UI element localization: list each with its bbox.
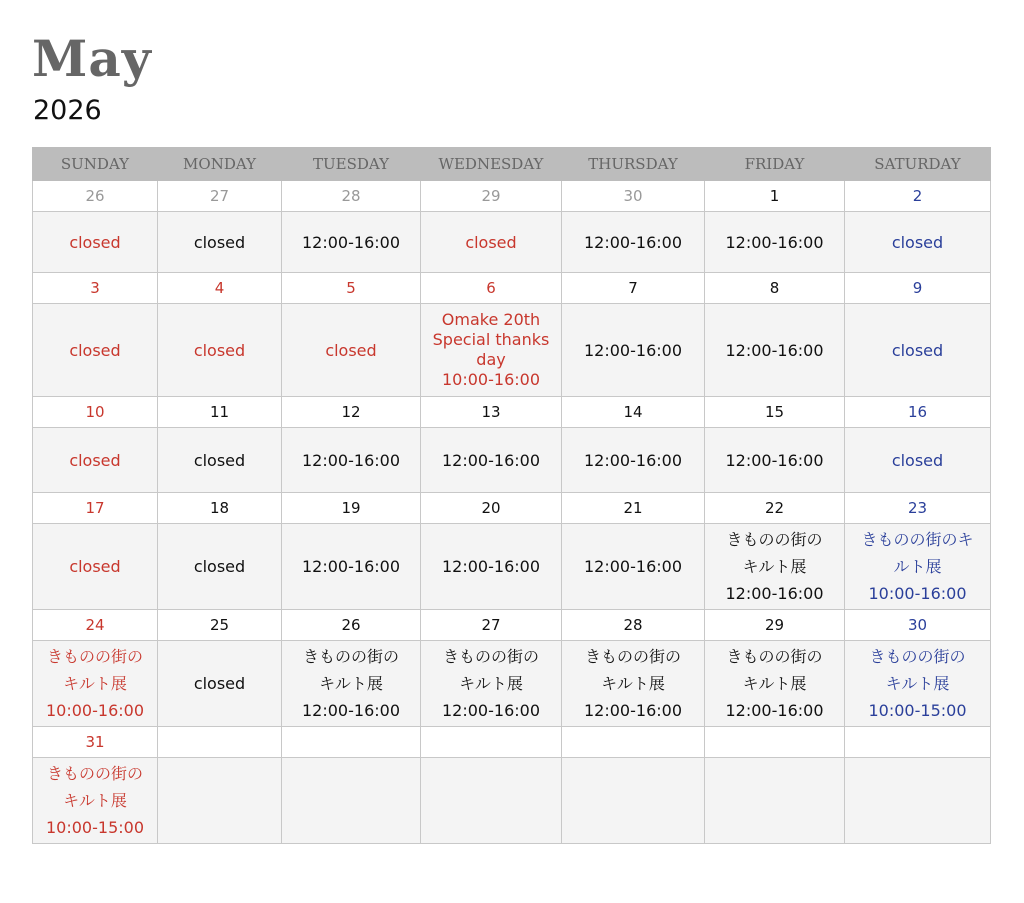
day-schedule	[158, 641, 282, 727]
schedule-line: 12:00-16:00	[725, 584, 824, 603]
day-number: 15	[705, 397, 845, 428]
schedule-line: きものの街の	[584, 647, 681, 666]
day-number	[705, 727, 845, 758]
weekday-friday: FRIDAY	[705, 148, 845, 181]
schedule-line: きものの街の	[46, 647, 143, 666]
day-number: 5	[282, 273, 421, 304]
week-2-date-row	[33, 273, 991, 304]
day-number: 26	[282, 610, 421, 641]
day-schedule	[421, 304, 562, 397]
day-number	[845, 727, 991, 758]
day-schedule	[158, 758, 282, 844]
schedule-line: 10:00-16:00	[46, 701, 144, 720]
schedule-line: 10:00-15:00	[46, 818, 144, 837]
day-number: 7	[562, 273, 705, 304]
day-schedule	[845, 212, 991, 273]
schedule-line: 12:00-16:00	[302, 232, 400, 252]
week-3-date-row	[33, 397, 991, 428]
schedule-line: キルト展	[63, 791, 127, 810]
schedule-line: 12:00-16:00	[725, 450, 824, 470]
schedule-line: きものの街の	[726, 647, 823, 666]
schedule-line: きものの街の	[302, 647, 399, 666]
schedule-line: closed	[69, 557, 121, 576]
day-number: 28	[562, 610, 705, 641]
day-number: 6	[421, 273, 562, 304]
schedule-line: ルト展	[893, 557, 942, 576]
day-schedule	[562, 304, 705, 397]
day-schedule	[33, 641, 158, 727]
schedule-line: キルト展	[63, 674, 127, 693]
day-schedule	[158, 524, 282, 610]
day-number: 17	[33, 493, 158, 524]
day-number: 21	[562, 493, 705, 524]
weekday-saturday: SATURDAY	[845, 148, 991, 181]
day-schedule	[282, 212, 421, 273]
schedule-line: 12:00-16:00	[584, 701, 682, 720]
day-schedule	[845, 304, 991, 397]
schedule-line: closed	[193, 557, 246, 576]
day-schedule	[421, 641, 562, 727]
day-number: 13	[421, 397, 562, 428]
schedule-line: 10:00-16:00	[442, 370, 540, 389]
day-number: 25	[158, 610, 282, 641]
schedule-line: Special thanks	[432, 330, 550, 349]
week-3-info-row	[33, 428, 991, 493]
day-schedule	[845, 428, 991, 493]
schedule-line: closed	[69, 232, 121, 252]
day-number: 14	[562, 397, 705, 428]
schedule-line: 12:00-16:00	[442, 450, 540, 470]
week-2-info-row	[33, 304, 991, 397]
weekday-tuesday: TUESDAY	[282, 148, 421, 181]
schedule-line: closed	[891, 340, 944, 360]
day-number: 29	[705, 610, 845, 641]
schedule-line: day	[476, 350, 506, 369]
schedule-line: closed	[465, 232, 517, 252]
schedule-line: Omake 20th	[441, 310, 541, 329]
day-schedule	[562, 524, 705, 610]
day-schedule	[845, 758, 991, 844]
year-title: 2026	[33, 95, 102, 126]
week-5-info-row	[33, 641, 991, 727]
day-number: 29	[421, 181, 562, 212]
schedule-line: キルト展	[601, 674, 665, 693]
day-schedule	[158, 428, 282, 493]
day-schedule	[421, 758, 562, 844]
schedule-line: 12:00-16:00	[584, 232, 682, 252]
day-schedule	[421, 428, 562, 493]
month-title: May	[32, 29, 152, 88]
day-schedule	[282, 641, 421, 727]
day-schedule	[705, 758, 845, 844]
day-schedule	[282, 524, 421, 610]
schedule-line: キルト展	[742, 557, 807, 576]
weekday-header-row	[33, 148, 991, 181]
schedule-line: きものの街の	[726, 530, 823, 549]
schedule-line: キルト展	[459, 674, 523, 693]
day-number: 10	[33, 397, 158, 428]
schedule-line: キルト展	[742, 674, 807, 693]
day-number: 11	[158, 397, 282, 428]
day-number: 22	[705, 493, 845, 524]
schedule-line: closed	[193, 674, 246, 693]
schedule-line: 12:00-16:00	[442, 557, 540, 576]
weekday-thursday: THURSDAY	[562, 148, 705, 181]
day-schedule	[33, 212, 158, 273]
schedule-line: closed	[193, 450, 246, 470]
day-number	[562, 727, 705, 758]
day-schedule	[158, 304, 282, 397]
day-schedule	[282, 304, 421, 397]
schedule-line: 12:00-16:00	[725, 340, 824, 360]
day-number: 30	[845, 610, 991, 641]
schedule-line: きものの街の	[442, 647, 539, 666]
schedule-line: closed	[891, 232, 944, 252]
week-5-date-row	[33, 610, 991, 641]
schedule-line: 12:00-16:00	[725, 232, 824, 252]
schedule-line: 12:00-16:00	[584, 340, 682, 360]
day-schedule	[33, 428, 158, 493]
day-number: 3	[33, 273, 158, 304]
day-schedule	[282, 758, 421, 844]
day-number	[282, 727, 421, 758]
day-number: 16	[845, 397, 991, 428]
day-number: 20	[421, 493, 562, 524]
day-schedule	[705, 212, 845, 273]
day-number: 9	[845, 273, 991, 304]
weekday-monday: MONDAY	[158, 148, 282, 181]
calendar-grid	[32, 147, 991, 844]
schedule-line: 12:00-16:00	[725, 701, 824, 720]
day-number: 8	[705, 273, 845, 304]
day-schedule	[158, 212, 282, 273]
day-number: 27	[421, 610, 562, 641]
day-number	[421, 727, 562, 758]
day-schedule	[421, 212, 562, 273]
day-number: 2	[845, 181, 991, 212]
schedule-line: closed	[891, 450, 944, 470]
day-number: 24	[33, 610, 158, 641]
weekday-wednesday: WEDNESDAY	[421, 148, 562, 181]
schedule-line: キルト展	[319, 674, 383, 693]
day-schedule	[845, 524, 991, 610]
day-schedule	[705, 304, 845, 397]
schedule-line: 10:00-16:00	[868, 584, 967, 603]
day-schedule	[705, 428, 845, 493]
day-schedule	[421, 524, 562, 610]
schedule-line: 12:00-16:00	[442, 701, 540, 720]
day-schedule	[562, 212, 705, 273]
week-4-date-row	[33, 493, 991, 524]
day-schedule	[705, 524, 845, 610]
schedule-line: closed	[69, 450, 121, 470]
schedule-line: 12:00-16:00	[302, 557, 400, 576]
day-schedule	[562, 428, 705, 493]
day-number: 18	[158, 493, 282, 524]
week-4-info-row	[33, 524, 991, 610]
day-number: 12	[282, 397, 421, 428]
day-number: 1	[705, 181, 845, 212]
calendar-body	[33, 181, 991, 844]
day-schedule	[33, 524, 158, 610]
schedule-line: キルト展	[885, 674, 950, 693]
week-6-date-row	[33, 727, 991, 758]
schedule-line: closed	[193, 340, 246, 360]
day-schedule	[282, 428, 421, 493]
schedule-line: きものの街の	[46, 764, 143, 783]
day-schedule	[705, 641, 845, 727]
weekday-sunday: SUNDAY	[33, 148, 158, 181]
week-1-info-row	[33, 212, 991, 273]
day-schedule	[562, 641, 705, 727]
week-1-date-row	[33, 181, 991, 212]
day-number: 30	[562, 181, 705, 212]
day-number: 26	[33, 181, 158, 212]
schedule-line: 10:00-15:00	[868, 701, 967, 720]
schedule-line: 12:00-16:00	[584, 557, 682, 576]
day-schedule	[33, 304, 158, 397]
week-6-info-row	[33, 758, 991, 844]
schedule-line: きものの街のキ	[861, 530, 974, 549]
day-schedule	[845, 641, 991, 727]
schedule-line: closed	[193, 232, 246, 252]
day-schedule	[33, 758, 158, 844]
day-number: 23	[845, 493, 991, 524]
day-number: 28	[282, 181, 421, 212]
schedule-line: 12:00-16:00	[302, 450, 400, 470]
schedule-line: closed	[325, 340, 377, 360]
schedule-line: きものの街の	[869, 647, 966, 666]
day-number	[158, 727, 282, 758]
day-number: 27	[158, 181, 282, 212]
day-number: 31	[33, 727, 158, 758]
day-number: 4	[158, 273, 282, 304]
schedule-line: closed	[69, 340, 121, 360]
schedule-line: 12:00-16:00	[302, 701, 400, 720]
schedule-line: 12:00-16:00	[584, 450, 682, 470]
day-schedule	[562, 758, 705, 844]
day-number: 19	[282, 493, 421, 524]
